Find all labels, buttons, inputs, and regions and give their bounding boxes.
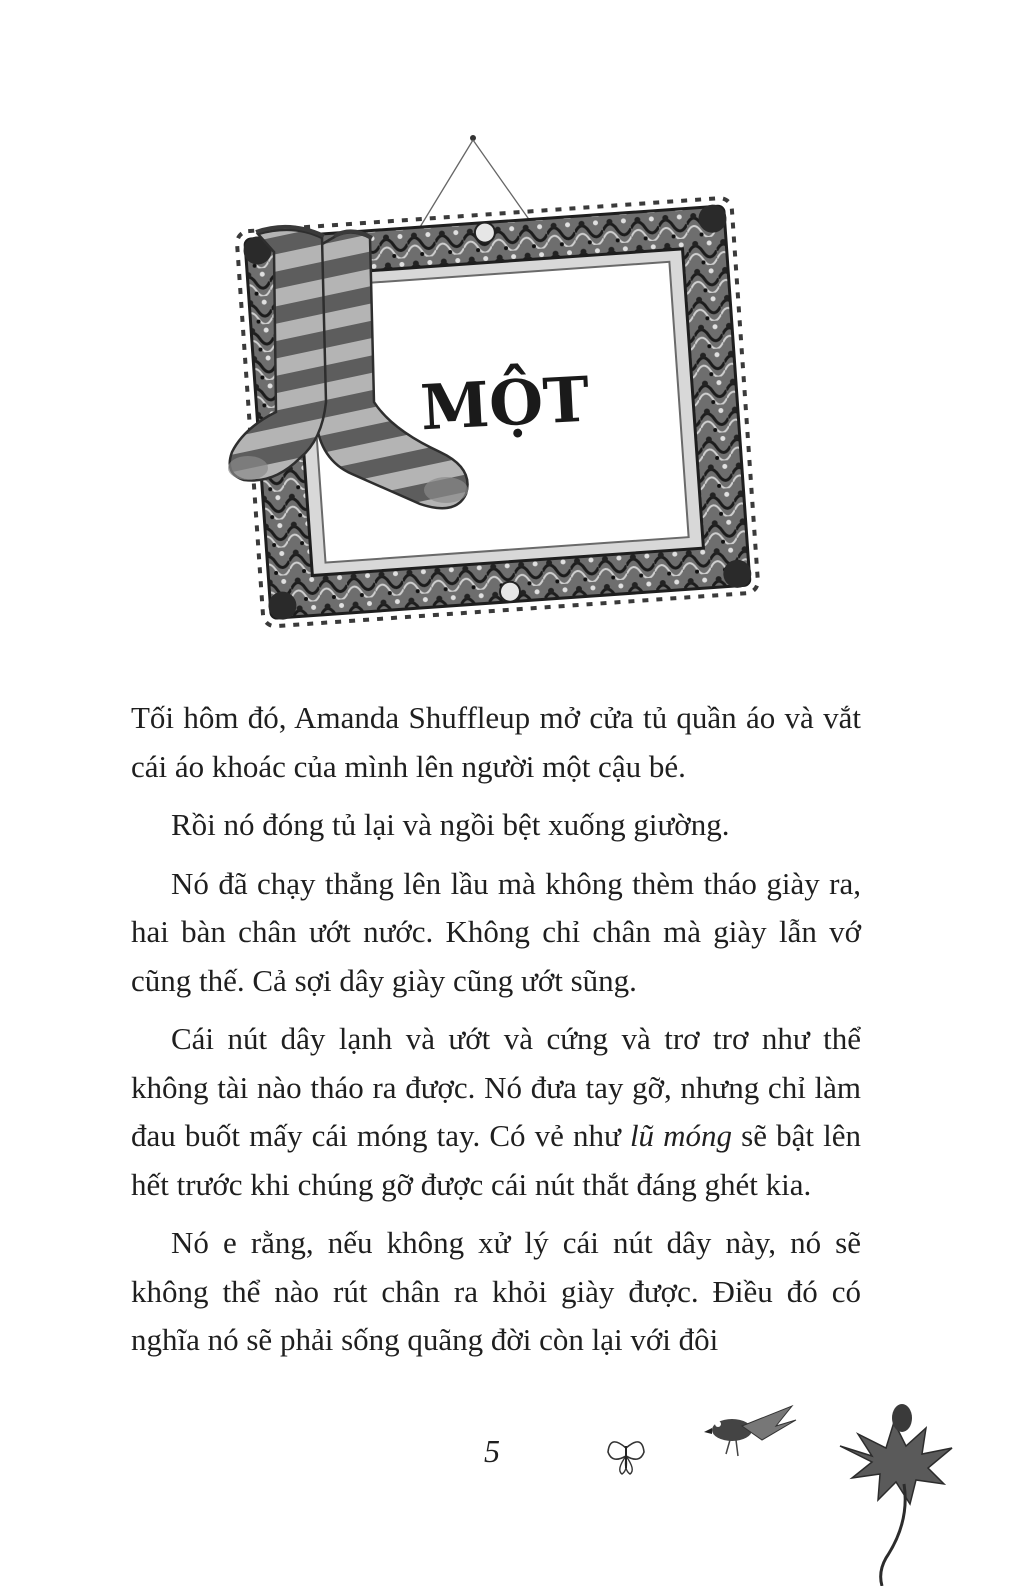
footer-illustrations <box>560 1390 1024 1586</box>
paragraph-3: Nó đã chạy thẳng lên lầu mà không thèm tháo giày ra, hai bàn chân ướt nước. Không chỉ chân mà giày lẫn vớ cũng thế. Cả sợi dây giày cũng ướt sũng. <box>131 865 861 998</box>
paragraph-4 <box>131 1015 861 1209</box>
paragraph-4-emphasis: lũ móng <box>629 1118 733 1153</box>
chapter-title: MỘT <box>418 362 592 445</box>
paragraph-1: Tối hôm đó, Amanda Shuffleup mở cửa tủ quần áo và vắt cái áo khoác của mình lên người một cậu bé. <box>131 700 861 784</box>
flying-bird-icon <box>704 1406 796 1456</box>
spiky-creature-icon <box>840 1404 952 1586</box>
paragraph-5: Nó e rằng, nếu không xử lý cái nút dây này, nó sẽ không thể nào rút chân ra khỏi giày được. Điều đó có nghĩa nó sẽ phải sống quãng đời còn lại với đôi <box>131 1225 861 1357</box>
chapter-illustration <box>0 0 1024 660</box>
butterfly-icon <box>608 1442 644 1474</box>
paragraph-4-text-before: Cái nút dây lạnh và ướt và cứng và trơ trơ như thể không tài nào tháo ra được. Nó đưa tay gỡ, nhưng chỉ làm đau buốt mấy cái móng tay. Có vẻ như <box>131 1021 861 1153</box>
chapter-body <box>131 694 861 1375</box>
paragraph-4-text-after: sẽ bật lên hết trước khi chúng gỡ được cái nút thắt đáng ghét kia. <box>131 1118 861 1202</box>
paragraph-2: Rồi nó đóng tủ lại và ngồi bệt xuống giường. <box>171 807 730 842</box>
page-number: 5 <box>484 1433 500 1469</box>
